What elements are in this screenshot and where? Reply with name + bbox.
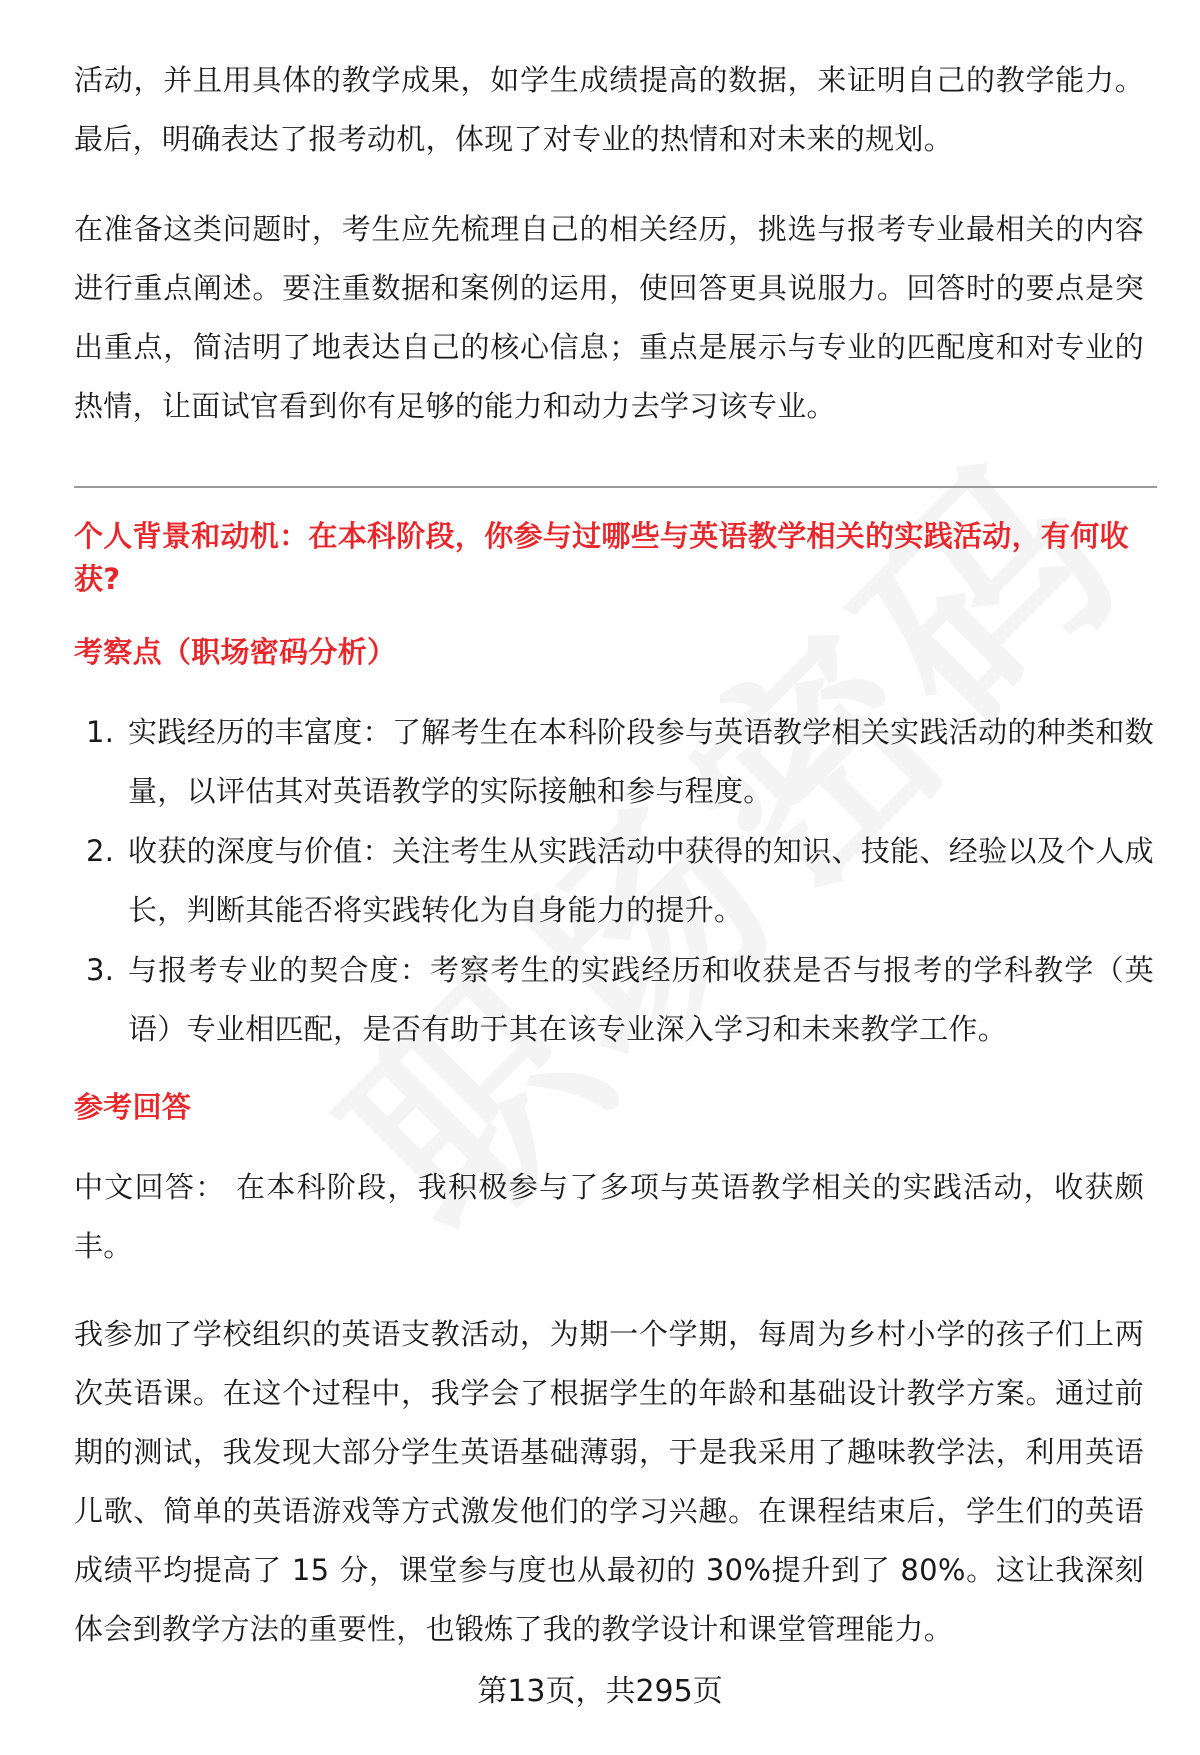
list-item-text: 与报考专业的契合度：考察考生的实践经历和收获是否与报考的学科教学（英语）专业相匹配，是否有助于其在该专业深入学习和未来教学工作。 <box>128 953 1154 1046</box>
assessment-points-heading: 考察点（职场密码分析） <box>74 635 397 669</box>
list-item-number: 3. <box>86 953 115 987</box>
page-number-footer: 第13页，共295页 <box>477 1674 723 1709</box>
list-item <box>74 703 1154 821</box>
assessment-points-list <box>74 703 1154 1060</box>
question-title: 个人背景和动机：在本科阶段，你参与过哪些与英语教学相关的实践活动，有何收获? <box>74 519 1129 596</box>
reference-answer-heading: 参考回答 <box>74 1090 192 1124</box>
list-item <box>74 822 1154 940</box>
answer-intro-paragraph: 中文回答： 在本科阶段，我积极参与了多项与英语教学相关的实践活动，收获颇丰。 <box>74 1170 1144 1263</box>
list-item <box>74 941 1154 1059</box>
list-item-text: 实践经历的丰富度：了解考生在本科阶段参与英语教学相关实践活动的种类和数量，以评估其对英语教学的实际接触和参与程度。 <box>128 715 1154 808</box>
advice-paragraph: 在准备这类问题时，考生应先梳理自己的相关经历，挑选与报考专业最相关的内容进行重点阐述。要注重数据和案例的运用，使回答更具说服力。回答时的要点是突出重点，简洁明了地表达自己的核心信息；重点是展示与专业的匹配度和对专业的热情，让面试官看到你有足够的能力和动力去学习该专业。 <box>74 212 1144 423</box>
list-item-number: 1. <box>86 715 115 749</box>
list-item-number: 2. <box>86 834 115 868</box>
list-item-text: 收获的深度与价值：关注考生从实践活动中获得的知识、技能、经验以及个人成长，判断其能否将实践转化为自身能力的提升。 <box>128 834 1154 927</box>
section-divider <box>74 486 1157 488</box>
intro-continuation-paragraph: 活动，并且用具体的教学成果，如学生成绩提高的数据，来证明自己的教学能力。最后，明确表达了报考动机，体现了对专业的热情和对未来的规划。 <box>74 63 1144 156</box>
answer-body-paragraph: 我参加了学校组织的英语支教活动，为期一个学期，每周为乡村小学的孩子们上两次英语课。在这个过程中，我学会了根据学生的年龄和基础设计教学方案。通过前期的测试，我发现大部分学生英语基础薄弱，于是我采用了趣味教学法，利用英语儿歌、简单的英语游戏等方式激发他们的学习兴趣。在课程结束后，学生们的英语成绩平均提高了 15 分，课堂参与度也从最初的 30%提升到了 80%。这让我深刻体会到教学方法的重要性，也锻炼了我的教学设计和课堂管理能力。 <box>74 1317 1144 1646</box>
